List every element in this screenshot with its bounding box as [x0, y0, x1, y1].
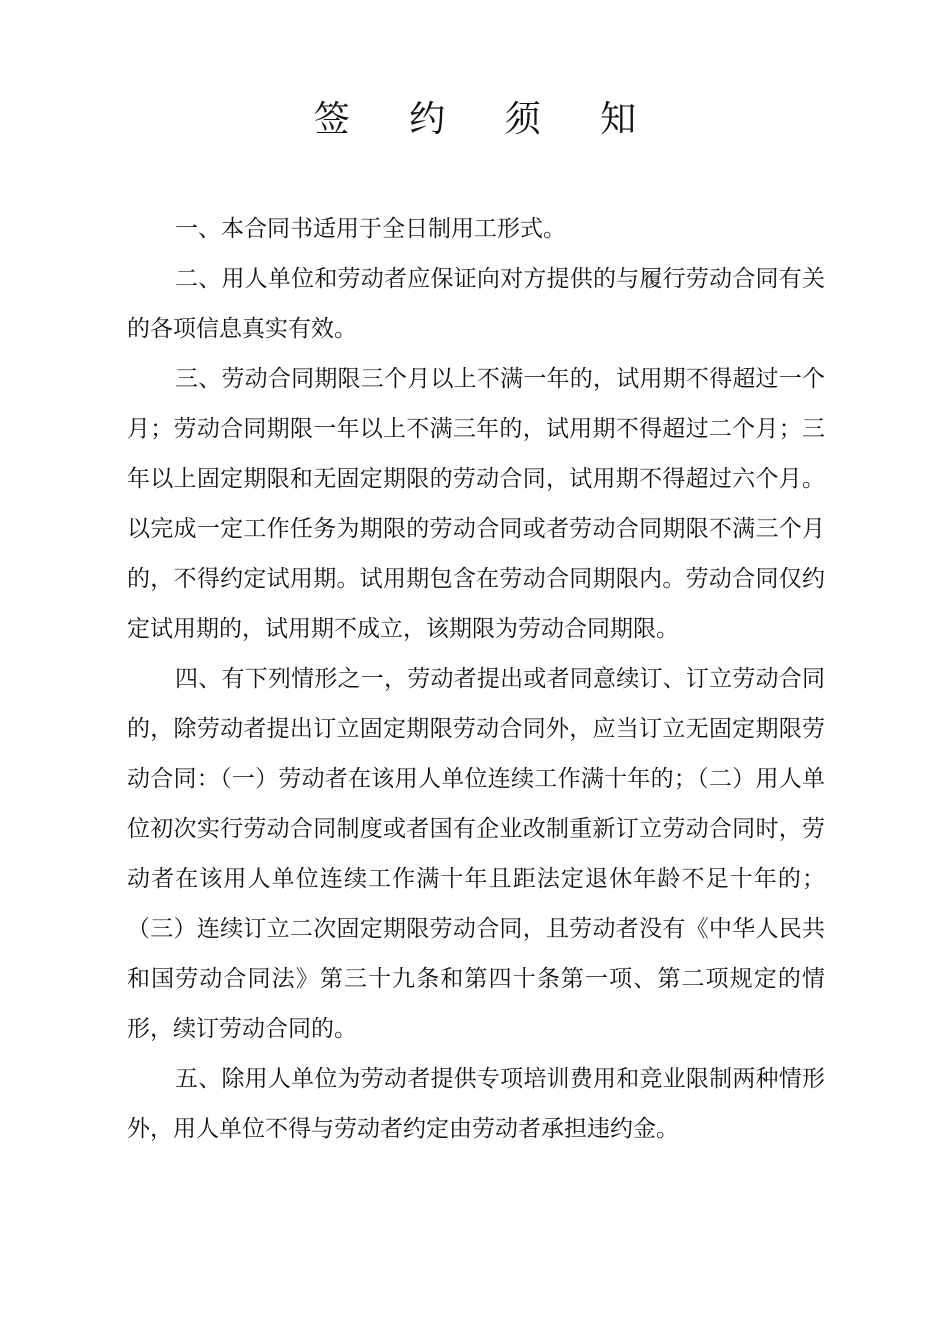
clause-2: 二、用人单位和劳动者应保证向对方提供的与履行劳动合同有关的各项信息真实有效。: [127, 266, 825, 342]
clause-5: 五、除用人单位为劳动者提供专项培训费用和竞业限制两种情形外，用人单位不得与劳动者约定由劳动者承担违约金。: [127, 1066, 825, 1142]
clause-3: 三、劳动合同期限三个月以上不满一年的，试用期不得超过一个月；劳动合同期限一年以上不满三年的，试用期不得超过二个月；三年以上固定期限和无固定期限的劳动合同，试用期不得超过六个月。以完成一定工作任务为期限的劳动合同或者劳动合同期限不满三个月的，不得约定试用期。试用期包含在劳动合同期限内。劳动合同仅约定试用期的，试用期不成立，该期限为劳动合同期限。: [127, 366, 825, 642]
clause-1: 一、本合同书适用于全日制用工形式。: [175, 216, 566, 242]
clause-4: 四、有下列情形之一，劳动者提出或者同意续订、订立劳动合同的，除劳动者提出订立固定期限劳动合同外，应当订立无固定期限劳动合同：（一）劳动者在该用人单位连续工作满十年的；（二）用人单位初次实行劳动合同制度或者国有企业改制重新订立劳动合同时，劳动者在该用人单位连续工作满十年且距法定退休年龄不足十年的；（三）连续订立二次固定期限劳动合同，且劳动者没有《中华人民共和国劳动合同法》第三十九条和第四十条第一项、第二项规定的情形，续订劳动合同的。: [127, 666, 825, 1042]
document-title: 签 约 须 知: [313, 99, 661, 140]
document-body: [127, 204, 825, 1154]
